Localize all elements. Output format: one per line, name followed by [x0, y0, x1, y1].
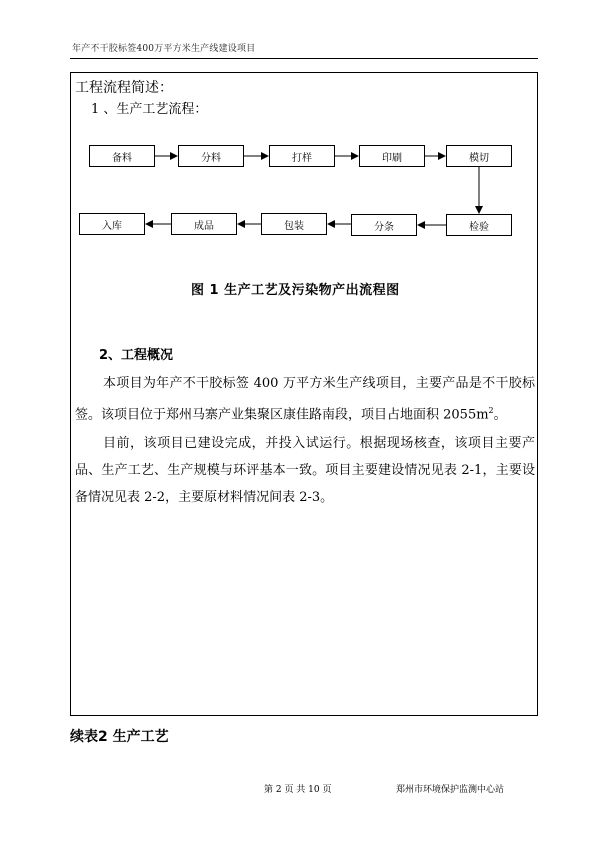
flow-box-warehouse: 入库 [79, 213, 145, 235]
content-frame [70, 72, 538, 716]
flow-arrows [71, 73, 537, 273]
running-header: 年产不干胶标签400万平方米生产线建设项目 [72, 44, 256, 54]
overview-paragraph-1: 本项目为年产不干胶标签 400 万平方米生产线项目，主要产品是不干胶标签。该项目位于郑州马寨产业集聚区康佳路南段，项目占地面积 $2055m^2$。 [75, 376, 535, 423]
continued-table-title: 续表2 生产工艺 [70, 729, 169, 745]
section-title: 工程流程简述： [75, 80, 173, 96]
flow-box-proof: 打样 [269, 145, 335, 167]
flow-box-slit: 分条 [351, 214, 417, 236]
figure-caption: 图 1 生产工艺及污染物产出流程图 [191, 283, 400, 298]
header-rule [70, 58, 538, 59]
footer-organization: 郑州市环境保护监测中心站 [396, 785, 505, 795]
flow-box-diecut: 模切 [446, 145, 512, 167]
flow-box-pack: 包装 [261, 213, 327, 235]
flow-box-split: 分料 [178, 145, 244, 167]
step-title: 1 、生产工艺流程： [91, 102, 208, 117]
page-number: 第 2 页 共 10 页 [264, 785, 332, 795]
overview-paragraph-2: 目前，该项目已建设完成，并投入试运行。根据现场核查，该项目主要产品、生产工艺、生产规模与环评基本一致。项目主要建设情况见表 2-1，主要设备情况见表 2-2，主要原材料情况间表 2-3。 [75, 436, 535, 505]
overview-heading: 2、工程概况 [99, 348, 174, 363]
flow-box-stock: 备料 [89, 145, 155, 167]
flow-box-inspect: 检验 [446, 214, 512, 236]
flow-box-print: 印刷 [359, 145, 425, 167]
flow-box-product: 成品 [171, 213, 237, 235]
